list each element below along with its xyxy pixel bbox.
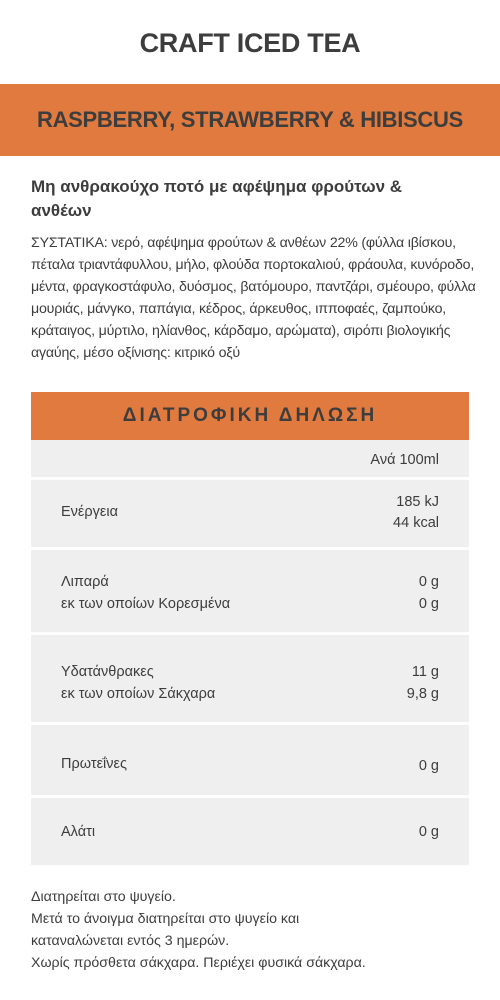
storage-line: καταναλώνεται εντός 3 ημερών. <box>31 933 230 949</box>
sugar-note: Χωρίς πρόσθετα σάκχαρα. Περιέχει φυσικά σάκχαρα. <box>31 955 366 971</box>
nutrient-label-carbohydrate: Υδατάνθρακες <box>61 664 154 680</box>
nutrition-table <box>31 392 469 865</box>
nutrient-label-saturates: εκ των οποίων Κορεσμένα <box>61 596 231 612</box>
row-divider <box>31 547 469 550</box>
product-description: Μη ανθρακούχο ποτό με αφέψημα φρούτων & ανθέων <box>31 177 403 220</box>
per-100ml-label: Ανά 100ml <box>370 452 439 468</box>
row-divider <box>31 722 469 725</box>
nutrient-value-protein: 0 g <box>418 758 439 774</box>
row-divider <box>31 795 469 798</box>
nutrition-heading: ΔΙΑΤΡΟΦΙΚΗ ΔΗΛΩΣΗ <box>122 405 378 426</box>
nutrient-value-saturates: 0 g <box>418 596 439 612</box>
nutrient-value-sugars: 9,8 g <box>406 686 439 702</box>
nutrition-header <box>31 392 469 440</box>
nutrient-value-energy-kj: 185 kJ <box>396 494 439 510</box>
ingredients-text: ΣΥΣΤΑΤΙΚΑ: νερό, αφέψημα φρούτων & ανθέων 22% (φύλλα ιβίσκου, πέταλα τριαντάφυλλου, μήλο, φλούδα πορτοκαλιού, φράουλα, κυνόροδο, μέντα, φραγκοστάφυλο, δυόσμος, βατόμουρο, παντζάρι, σμέουρο, φύλλα μουριάς, μάνγκο, παπάγια, κέδρος, άρκευθος, ιπποφαές, ζαμπούκο, κράταιγος, μύρτιλο, ηλίανθος, κάρδαμο, αρώματα), σιρόπι βιολογικής αγαύης, μέσο οξίνισης: κιτρικό οξύ <box>31 235 476 361</box>
row-divider <box>31 632 469 635</box>
nutrient-label-protein: Πρωτεΐνες <box>61 756 127 772</box>
nutrient-label-sugars: εκ των οποίων Σάκχαρα <box>61 686 216 702</box>
nutrient-label-fat: Λιπαρά <box>61 574 109 590</box>
storage-line: Μετά το άνοιγμα διατηρείται στο ψυγείο και <box>31 911 300 927</box>
flavor-band <box>0 84 500 156</box>
nutrient-label-energy: Ενέργεια <box>61 504 118 520</box>
flavor-title: RASPBERRY, STRAWBERRY & HIBISCUS <box>37 107 463 132</box>
nutrient-value-fat: 0 g <box>418 574 439 590</box>
nutrient-label-salt: Αλάτι <box>61 824 96 840</box>
row-divider <box>31 477 469 480</box>
nutrient-value-salt: 0 g <box>418 824 439 840</box>
brand-title: CRAFT ICED TEA <box>139 28 361 58</box>
storage-line: Διατηρείται στο ψυγείο. <box>31 889 176 905</box>
nutrient-value-carbohydrate: 11 g <box>411 664 439 680</box>
nutrient-value-energy-kcal: 44 kcal <box>393 515 439 531</box>
storage-instructions <box>31 886 476 974</box>
